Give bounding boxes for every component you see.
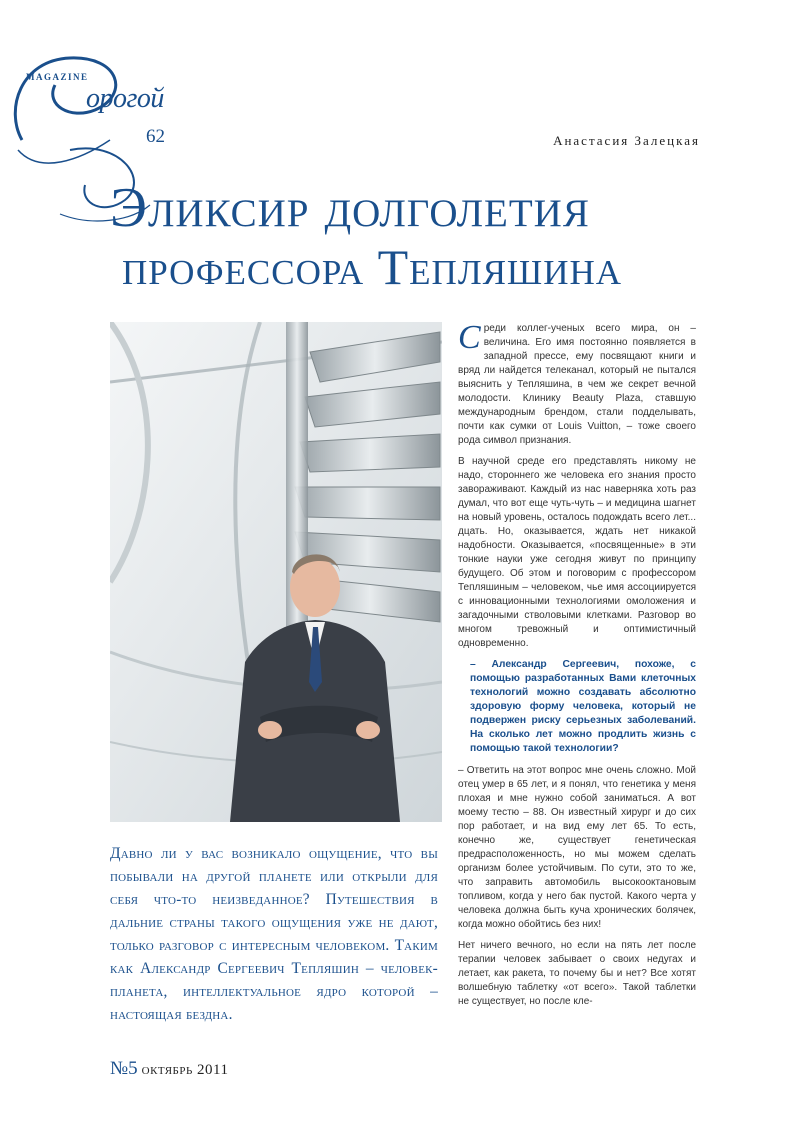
interview-question: – Александр Сергеевич, похоже, с помощью разработанных Вами клеточных технологий можно создавать абсолютно здоровую форму человека, который не подвержен риску серьезных заболеваний. На сколько лет можно продлить жизнь с помощью такой технологии?: [470, 659, 696, 754]
body-paragraph-2: В научной среде его представлять никому не надо, стороннего же человека его знания просто завораживают. Каждый из нас наверняка хоть раз думал, что вот еще чуть-чуть – и медицина шагнет на новый уровень, осталось подождать всего лет... дцать. Но, оказывается, ждать нет никакой надобности. Оказывается, «посвященные» в эти тонкие науки уже сегодня живут по принципу будущего. Об этом и поговорим с профессором Тепляшиным – человеком, чье имя ассоциируется с инновационными технологиями омоложения и загадочными стволовыми клетками. Разговор во многом тревожный и оптимистичный одновременно.: [458, 456, 696, 649]
body-paragraph-3: – Ответить на этот вопрос мне очень сложно. Мой отец умер в 65 лет, и я понял, что генетика у меня плохая и мне нужно собой заниматься. А вот моему тестю – 88. Он известный хирург и до сих пор работает, и на вид ему лет 65. То есть, конечно же, существует генетическая предрасположенность, но мы можем сделать организм более устойчивым. По сути, это то же, что заправить автомобиль высокооктановым топливом, когда у него бак пустой. Какого черта у человека должна быть куча хронических болячек, когда можно обойтись без них!: [458, 765, 696, 930]
author-name: Анастасия Залецкая: [553, 133, 700, 148]
issue-number: №5: [110, 1058, 138, 1079]
page-number: 62: [146, 126, 165, 147]
portrait-photo: [110, 322, 442, 822]
headline-line-2: профессора Тепляшина: [122, 239, 623, 295]
masthead-magazine-label: MAGAZINE: [26, 72, 89, 82]
issue-date: октябрь 2011: [141, 1062, 229, 1078]
headline-line-1: Эликсир долголетия: [110, 177, 590, 239]
body-paragraph-1: Среди коллег-ученых всего мира, он – величина. Его имя постоянно появляется в западной прессе, ему посвящают книги и вряд ли найдется телеканал, который не пытался выяснить у Тепляшина, в чем же секрет вечной молодости. Клинику Beauty Plaza, ставшую международным брендом, стали подделывать, почти как сумки от Louis Vuitton, – тоже своего рода символ признания.: [458, 319, 696, 446]
body-paragraph-4: Нет ничего вечного, но если на пять лет после терапии человек забывает о своих недугах и летает, как ракета, то почему бы и нет? Все хотят волшебную таблетку «от всего». Такой таблетки не существует, но после кле-: [458, 940, 696, 1007]
lead-paragraph: Давно ли у вас возникало ощущение, что вы побывали на другой планете или открыли для себя что-то неизведанное? Путешествия в дальние страны такого ощущения уже не дают, только разговор с интересным человеком. Таким как Александр Сергеевич Тепляшин – человек-планета, интеллектуальное ядро которой – настоящая бездна.: [110, 845, 438, 1023]
masthead-title: орогой: [86, 83, 164, 114]
drop-cap: С: [458, 319, 481, 356]
issue-footer: [110, 1058, 229, 1080]
article-body: [458, 319, 696, 1016]
